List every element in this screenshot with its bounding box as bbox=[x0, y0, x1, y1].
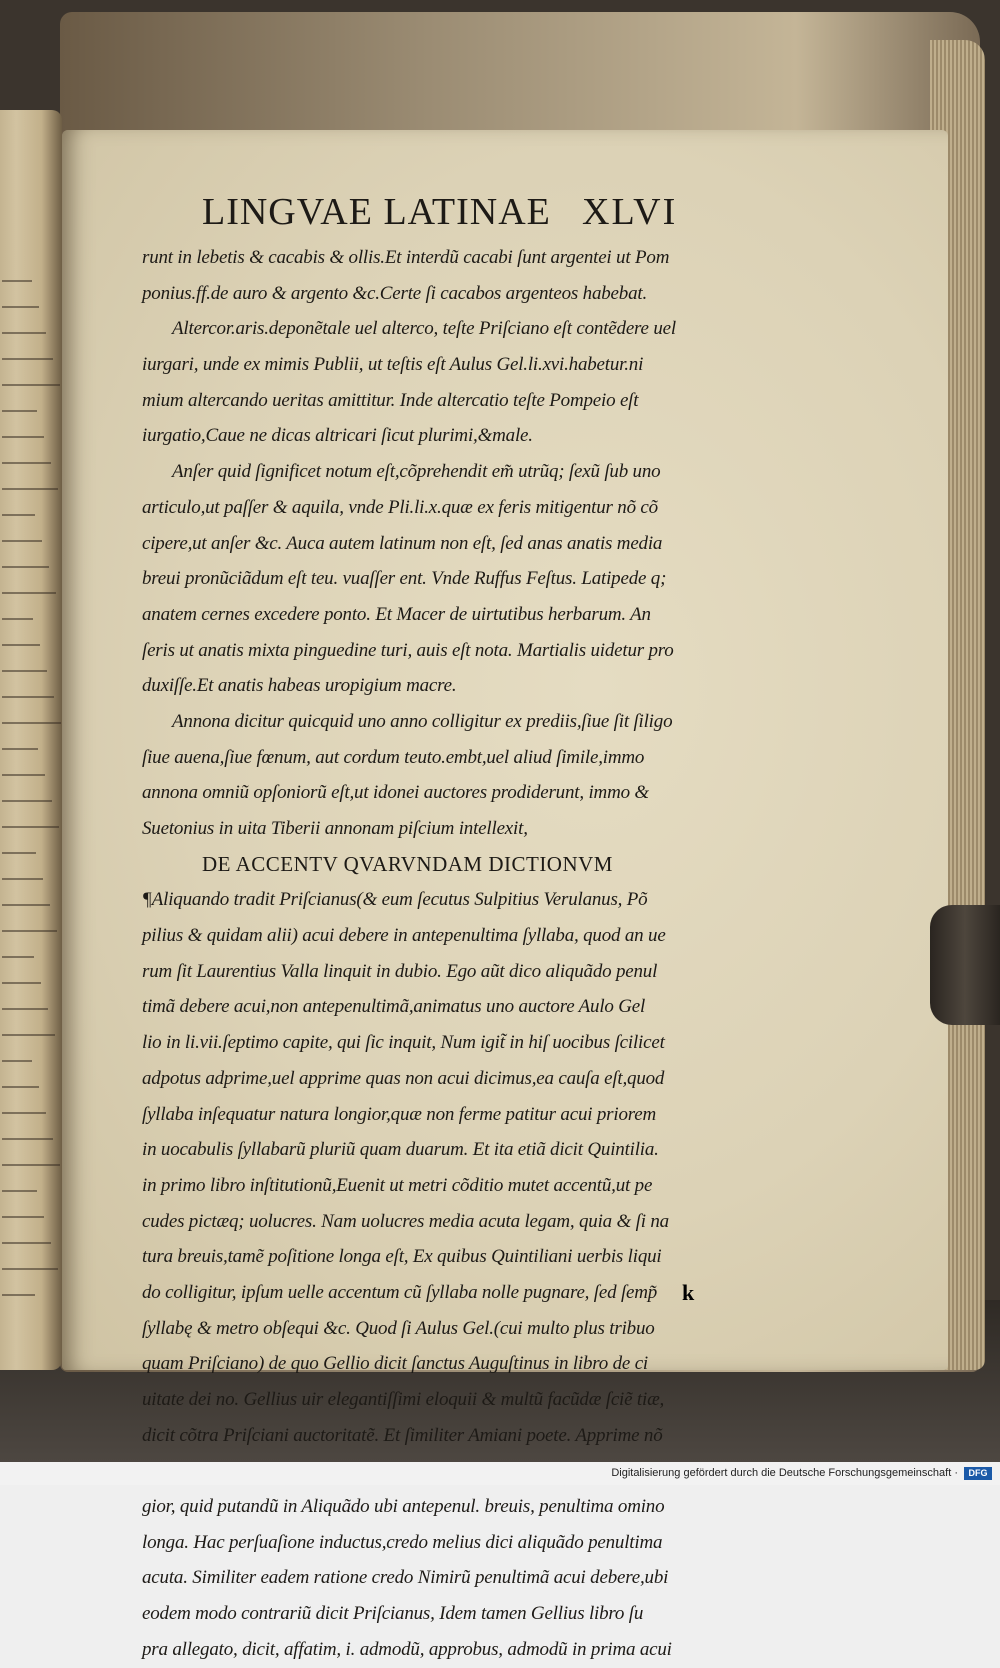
left-page-text-fragment bbox=[2, 1164, 60, 1166]
left-page-text-fragment bbox=[2, 1112, 46, 1114]
left-page-text-fragment bbox=[2, 332, 46, 334]
footer-credit: Digitalisierung gefördert durch die Deutsche Forschungsgemeinschaft · bbox=[611, 1467, 958, 1479]
left-page-text-fragment bbox=[2, 852, 36, 854]
left-page-text-fragment bbox=[2, 774, 45, 776]
text-line: Altercor.aris.deponẽtale uel alterco, teſte Priſciano eſt contẽdere uel bbox=[172, 318, 676, 340]
text-line: cudes pictæq; uolucres. Nam uolucres media acuta legam, quia & ſi na bbox=[142, 1210, 669, 1232]
left-page-text-fragment bbox=[2, 488, 58, 490]
text-line: adpotus adprime,uel apprime quas non acui dicimus,ea cauſa eſt,quod bbox=[142, 1067, 665, 1089]
left-page-text-fragment bbox=[2, 800, 52, 802]
left-page-text-fragment bbox=[2, 384, 60, 386]
text-line: cipere,ut anſer &c. Auca autem latinum non eſt, ſed anas anatis media bbox=[142, 532, 663, 554]
text-line: Suetonius in uita Tiberii annonam piſcium intellexit, bbox=[142, 818, 528, 839]
left-page-text-fragment bbox=[2, 826, 59, 828]
text-line: ſeris ut anatis mixta pinguedine turi, auis eſt nota. Martialis uidetur pro bbox=[142, 639, 674, 661]
signature-mark: k bbox=[682, 1280, 695, 1305]
page-clamp bbox=[930, 905, 1000, 1025]
text-line: do colligitur, ipſum uelle accentum cũ ſyllaba nolle pugnare, ſed ſemp̃ bbox=[142, 1281, 658, 1303]
text-line: breui pronũciãdum eſt teu. vuaſſer ent. Vnde Ruffus Feſtus. Latipede q; bbox=[142, 568, 667, 590]
left-page-text-fragment bbox=[2, 618, 33, 620]
left-page bbox=[0, 110, 62, 1370]
text-line: mium altercando ueritas amittitur. Inde altercatio teſte Pompeio eſt bbox=[142, 389, 639, 411]
text-line: ſyllaba inſequatur natura longior,quæ non ferme patitur acui priorem bbox=[142, 1103, 656, 1125]
text-line: ſiue auena,ſiue fœnum, aut cordum teuto.embt,uel aliud ſimile,immo bbox=[142, 746, 645, 768]
left-page-text-fragment bbox=[2, 306, 39, 308]
text-line: duxiſſe.Et anatis habeas uropigium macre. bbox=[142, 675, 457, 697]
text-line: pra allegato, dicit, affatim, i. admodũ, approbus, admodũ in prima acui bbox=[142, 1638, 672, 1660]
left-page-text-fragment bbox=[2, 1216, 44, 1218]
text-lines bbox=[142, 240, 842, 1668]
text-line: dicit cõtra Priſciani auctoritatẽ. Et ſimiliter Amiani poete. Apprime nõ bbox=[142, 1424, 663, 1446]
text-line: ¶Aliquando tradit Priſcianus(& eum ſecutus Sulpitius Verulanus, Põ bbox=[142, 889, 648, 911]
left-page-text-fragment bbox=[2, 358, 53, 360]
left-page-text-fragment bbox=[2, 462, 51, 464]
left-page-text-fragment bbox=[2, 1138, 53, 1140]
text-line: annona omniũ opſoniorũ eſt,ut idonei auctores prodiderunt, immo & bbox=[142, 782, 650, 804]
text-line: lio in li.vii.ſeptimo capite, qui ſic inquit, Num igit̃ in hiſ uocibus ſcilicet bbox=[142, 1032, 665, 1054]
text-line: acuta. Similiter eadem ratione credo Nimirũ penultimã acui debere,ubi bbox=[142, 1567, 669, 1589]
page-text-block bbox=[142, 190, 842, 1668]
left-page-text-fragment bbox=[2, 514, 35, 516]
left-page-text-fragment bbox=[2, 1034, 55, 1036]
left-page-text-fragment bbox=[2, 904, 50, 906]
footer-bar bbox=[0, 1462, 1000, 1485]
left-page-text-fragment bbox=[2, 878, 43, 880]
left-page-text-fragment bbox=[2, 722, 61, 724]
text-line: quam Priſciano) de quo Gellio dicit ſanctus Auguſtinus in libro de ci bbox=[142, 1353, 649, 1375]
left-page-text-fragment bbox=[2, 1008, 48, 1010]
left-page-text-fragment bbox=[2, 1190, 37, 1192]
left-page-text-fragment bbox=[2, 1060, 32, 1062]
text-line: longa. Hac perſuaſione inductus,credo melius dici aliquãdo penultima bbox=[142, 1531, 663, 1553]
left-page-text-fragment bbox=[2, 410, 37, 412]
left-page-text-fragment bbox=[2, 696, 54, 698]
folio-number: XLVI bbox=[582, 191, 678, 233]
text-line: articulo,ut paſſer & aquila, vnde Pli.li.x.quæ ex feris mitigentur nõ cõ bbox=[142, 496, 658, 518]
text-line: in primo libro inſtitutionũ,Euenit ut metri cõditio mutet accentũ,ut pe bbox=[142, 1174, 653, 1196]
text-line: runt in lebetis & cacabis & ollis.Et interdũ cacabi ſunt argentei ut Pom bbox=[142, 247, 670, 268]
left-page-text-fragment bbox=[2, 644, 40, 646]
text-line: timã debere acui,non antepenultimã,animatus uno auctore Aulo Gel bbox=[142, 996, 646, 1018]
text-line: uitate dei no. Gellius uir elegantiſſimi eloquii & multũ facũdæ ſciẽ tiæ, bbox=[142, 1389, 665, 1410]
left-page-text-fragment bbox=[2, 566, 49, 568]
left-page-text-fragment bbox=[2, 930, 57, 932]
left-page-text-fragment bbox=[2, 280, 32, 282]
running-head bbox=[142, 190, 842, 240]
left-page-text-fragment bbox=[2, 436, 44, 438]
left-page-text-fragment bbox=[2, 1086, 39, 1088]
text-line: Anſer quid ſignificet notum eſt,cõprehendit em̃ utrũq; ſexũ ſub uno bbox=[172, 461, 661, 483]
text-line: ponius.ff.de auro & argento &c.Certe ſi cacabos argenteos habebat. bbox=[142, 282, 648, 304]
left-page-text-fragment bbox=[2, 1268, 58, 1270]
text-line: ſyllabę & metro obſequi &c. Quod ſi Aulus Gel.(cui multo plus tribuo bbox=[142, 1317, 655, 1339]
section-heading: DE ACCENTV QVARVNDAM DICTIONVM bbox=[202, 851, 613, 876]
left-page-text-fragment bbox=[2, 956, 34, 958]
text-line: rum ſit Laurentius Valla linquit in dubio. Ego aũt dico aliquãdo penul bbox=[142, 960, 658, 982]
left-page-text-fragment bbox=[2, 1294, 35, 1296]
text-line: pilius & quidam alii) acui debere in antepenultima ſyllaba, quod an ue bbox=[142, 925, 666, 947]
text-line: Annona dicitur quicquid uno anno colligitur ex prediis,ſiue ſit ſiligo bbox=[172, 710, 673, 732]
left-page-text-fragment bbox=[2, 982, 41, 984]
left-page-text-fragment bbox=[2, 1242, 51, 1244]
text-line: eodem modo contrariũ dicit Priſcianus, Idem tamen Gellius libro ſu bbox=[142, 1603, 644, 1625]
left-page-text-fragment bbox=[2, 670, 47, 672]
running-head-title: LINGVAE LATINAE bbox=[202, 191, 551, 233]
text-line: in uocabulis ſyllabarũ pluriũ quam duarum. Et ita etiã dicit Quintilia. bbox=[142, 1139, 659, 1161]
dfg-logo: DFG bbox=[964, 1467, 992, 1480]
text-line: iurgatio,Caue ne dicas altricari ſicut plurimi,&male. bbox=[142, 425, 533, 447]
text-line: tura breuis,tamẽ poſitione longa eſt, Ex quibus Quintiliani uerbis liqui bbox=[142, 1246, 662, 1268]
left-page-text-fragment bbox=[2, 592, 56, 594]
text-line: gior, quid putandũ in Aliquãdo ubi antepenul. breuis, penultima omino bbox=[142, 1496, 665, 1518]
left-page-text-fragment bbox=[2, 540, 42, 542]
text-line: iurgari, unde ex mimis Publii, ut teſtis eſt Aulus Gel.li.xvi.habetur.ni bbox=[142, 354, 644, 376]
left-page-text-fragment bbox=[2, 748, 38, 750]
text-line: anatem cernes excedere ponto. Et Macer de uirtutibus herbarum. An bbox=[142, 603, 651, 625]
